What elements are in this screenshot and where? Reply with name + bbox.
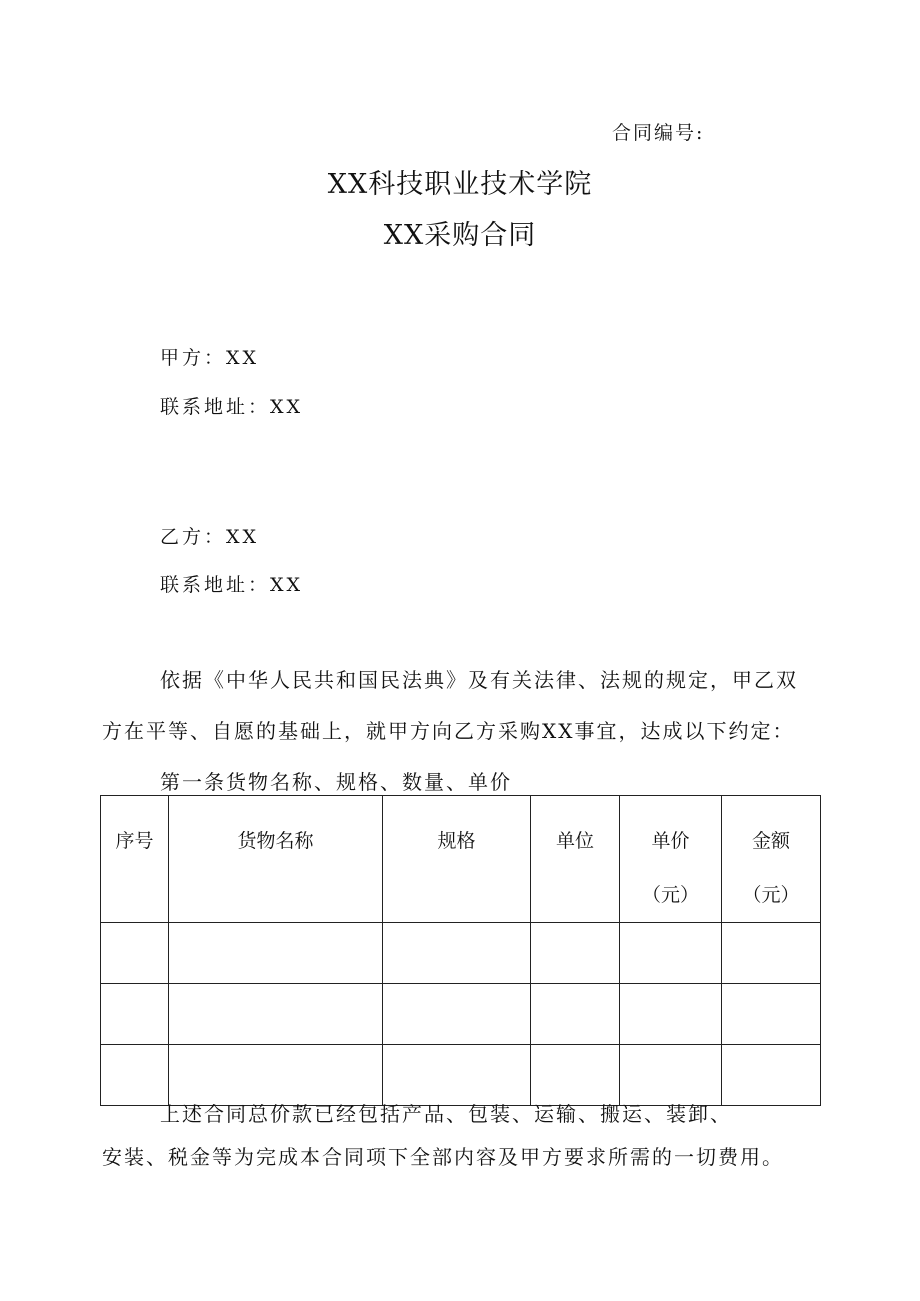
intro-paragraph-line1: 依据《中华人民共和国民法典》及有关法律、法规的规定，甲乙双 bbox=[160, 668, 798, 692]
table-cell bbox=[169, 1045, 383, 1106]
table-row bbox=[101, 1045, 821, 1106]
header-cell-unit: 单位 bbox=[531, 796, 620, 923]
table-cell bbox=[383, 923, 531, 984]
table-row bbox=[101, 923, 821, 984]
table-cell bbox=[531, 1045, 620, 1106]
intro-paragraph-line2: 方在平等、自愿的基础上，就甲方向乙方采购XX事宜，达成以下约定： bbox=[102, 719, 795, 743]
table-row bbox=[101, 984, 821, 1045]
party-a-address: 联系地址：XX bbox=[160, 396, 304, 418]
goods-table-header-row bbox=[101, 796, 821, 923]
table-cell bbox=[620, 1045, 722, 1106]
table-cell bbox=[722, 1045, 821, 1106]
table-cell bbox=[620, 984, 722, 1045]
party-b-name: 乙方：XX bbox=[160, 526, 260, 548]
table-cell bbox=[722, 923, 821, 984]
header-cell-unit-price: 单价 （元） bbox=[620, 796, 722, 923]
table-cell bbox=[383, 984, 531, 1045]
table-cell bbox=[531, 923, 620, 984]
table-cell bbox=[620, 923, 722, 984]
table-cell bbox=[722, 984, 821, 1045]
party-b-address: 联系地址：XX bbox=[160, 574, 304, 596]
table-cell bbox=[169, 923, 383, 984]
header-cell-index: 序号 bbox=[101, 796, 169, 923]
table-cell bbox=[101, 923, 169, 984]
table-cell bbox=[101, 984, 169, 1045]
table-cell bbox=[383, 1045, 531, 1106]
party-a-name: 甲方：XX bbox=[160, 347, 260, 369]
price-note-line1: 上述合同总价款已经包括产品、包装、运输、搬运、装卸、 bbox=[160, 1102, 732, 1126]
article-1-heading: 第一条货物名称、规格、数量、单价 bbox=[160, 770, 512, 794]
table-cell bbox=[101, 1045, 169, 1106]
contract-number-label: 合同编号: bbox=[612, 122, 705, 144]
header-cell-amount: 金额 （元） bbox=[722, 796, 821, 923]
price-note-line2: 安装、税金等为完成本合同项下全部内容及甲方要求所需的一切费用。 bbox=[102, 1145, 784, 1169]
header-cell-spec: 规格 bbox=[383, 796, 531, 923]
table-cell bbox=[531, 984, 620, 1045]
goods-table bbox=[100, 795, 821, 1106]
table-cell bbox=[169, 984, 383, 1045]
header-cell-goods-name: 货物名称 bbox=[169, 796, 383, 923]
document-title-contract: XX采购合同 bbox=[383, 220, 537, 251]
document-title-institution: XX科技职业技术学院 bbox=[327, 169, 593, 200]
